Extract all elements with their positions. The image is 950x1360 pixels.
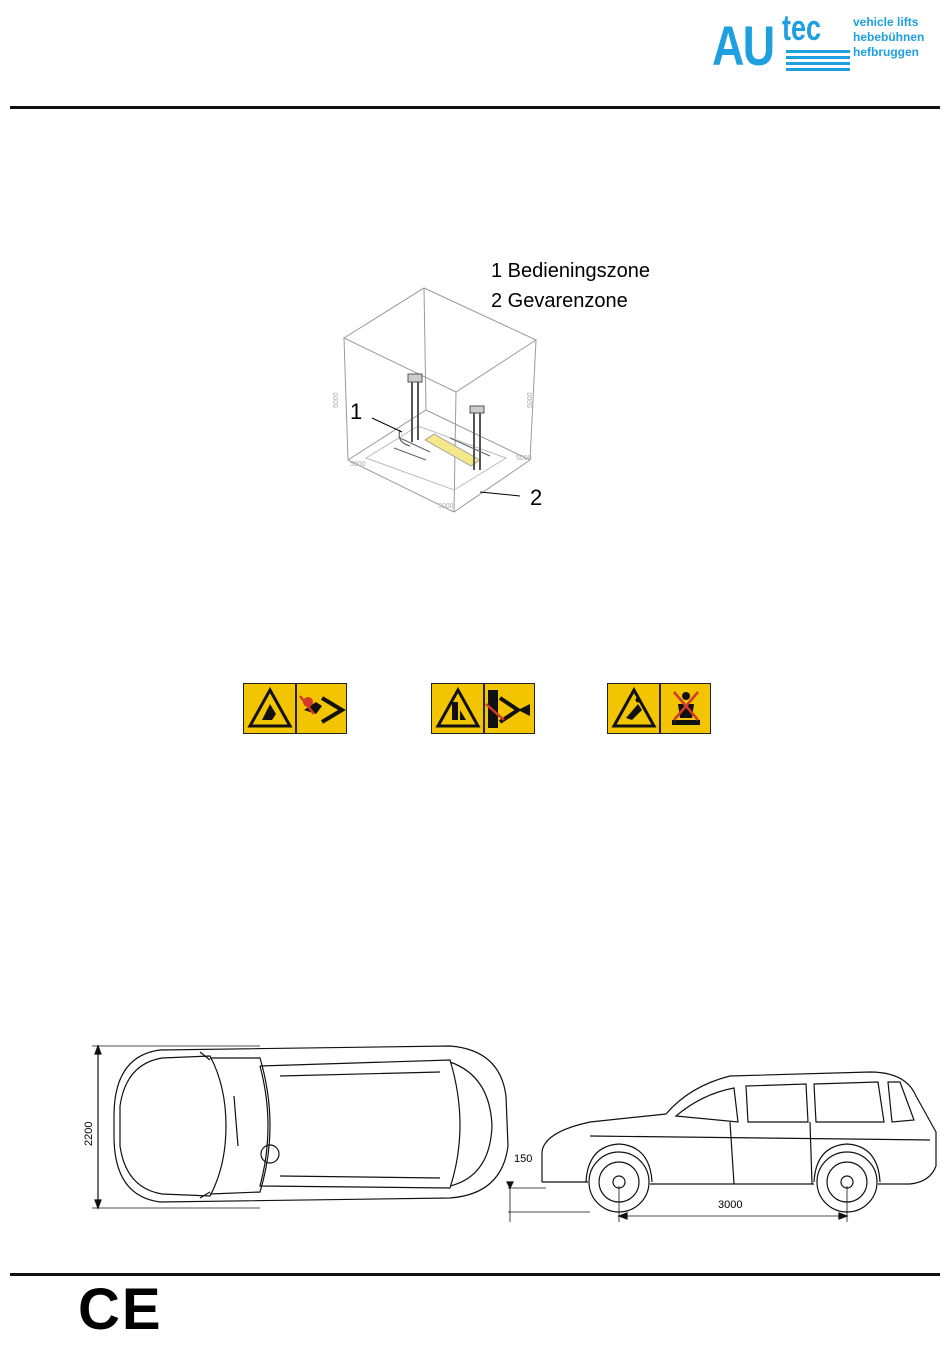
logo-tagline-nl: hefbruggen	[853, 45, 919, 59]
logo-tagline-de: hebebühnen	[853, 30, 925, 44]
no-climb-icon	[486, 690, 530, 728]
safety-sign-crush	[243, 683, 347, 734]
car-side-view	[542, 1072, 936, 1212]
falling-hazard-warning-icon	[614, 690, 654, 726]
crush-hazard-warning-icon	[250, 690, 290, 726]
svg-text:5000: 5000	[438, 503, 454, 510]
car-top-view	[114, 1046, 508, 1202]
vehicle-dimension-drawing	[70, 1036, 950, 1226]
no-step-icon	[300, 696, 342, 722]
svg-text:5000: 5000	[333, 392, 340, 408]
logo-tec-text: tec	[782, 7, 822, 48]
autec-logo	[712, 7, 944, 77]
logo-taglines	[853, 15, 924, 60]
legend-item-operating-zone: 1 Bedieningszone	[491, 260, 651, 282]
dimension-width-label: 2200	[83, 1121, 95, 1146]
header-rule	[10, 106, 940, 109]
svg-text:5000: 5000	[527, 392, 534, 408]
ce-mark: CE	[78, 1277, 163, 1342]
no-person-on-lift-icon	[672, 692, 700, 725]
safety-sign-foot	[431, 683, 535, 734]
sign-divider	[483, 684, 485, 733]
logo-tagline-en: vehicle lifts	[853, 15, 919, 29]
logo-stripes	[786, 50, 850, 76]
svg-text:5000: 5000	[516, 455, 532, 462]
legend-item-danger-zone: 2 Gevarenzone	[491, 290, 628, 312]
callout-2: 2	[530, 485, 543, 510]
sign-divider	[295, 684, 297, 733]
dimension-clearance-label: 150	[514, 1153, 533, 1165]
safety-sign-falling	[607, 683, 711, 734]
footer-rule	[10, 1273, 940, 1276]
callout-1: 1	[350, 399, 363, 424]
sign-divider	[659, 684, 661, 733]
svg-text:5000: 5000	[350, 461, 366, 468]
lift-zone-diagram	[330, 280, 560, 520]
foot-crush-warning-icon	[438, 690, 478, 726]
dimension-wheelbase-label: 3000	[718, 1199, 743, 1211]
logo-au-text: AU	[712, 14, 774, 77]
